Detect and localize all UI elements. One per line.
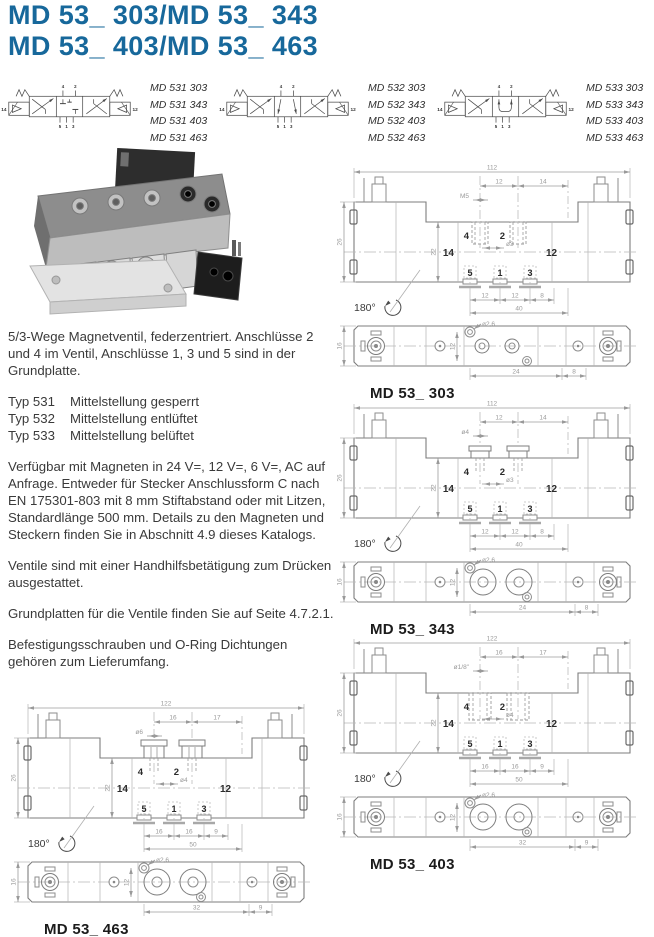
svg-text:4: 4 [463, 702, 469, 713]
symbol-label: MD 533 463 [586, 131, 644, 144]
svg-text:180°: 180° [28, 838, 50, 850]
svg-text:3: 3 [507, 123, 511, 129]
svg-text:3: 3 [527, 268, 533, 278]
svg-text:2: 2 [510, 84, 513, 90]
valve-schematic-icon [0, 74, 150, 142]
svg-text:5: 5 [467, 739, 473, 749]
svg-text:12: 12 [220, 784, 232, 795]
svg-text:12: 12 [481, 528, 489, 536]
type-row [8, 410, 335, 427]
svg-text:12: 12 [350, 107, 356, 113]
valve-schematic-icon [218, 74, 368, 142]
svg-text:26: 26 [336, 709, 344, 717]
svg-text:12: 12 [123, 878, 131, 887]
paragraph-intro: 5/3-Wege Magnetventil, federzentriert. Anschlüsse 2 und 4 im Ventil, Anschlüsse 1, 3 und 5 sind in der Grundplatte. [8, 329, 314, 378]
svg-text:12: 12 [449, 813, 457, 822]
svg-text:3: 3 [527, 504, 533, 514]
paragraph-scope: Befestigungsschrauben und O-Ring Dichtungen gehören zum Lieferumfang. [8, 637, 288, 669]
svg-text:14: 14 [539, 178, 547, 186]
symbol-label: MD 531 343 [150, 98, 208, 111]
svg-text:14: 14 [116, 784, 128, 795]
svg-text:122: 122 [486, 635, 498, 643]
svg-text:ø2,6: ø2,6 [482, 792, 496, 799]
dimension-drawing-front [330, 396, 652, 554]
svg-text:ø3: ø3 [506, 241, 514, 248]
svg-text:ø2,6: ø2,6 [482, 557, 496, 564]
symbol-labels [586, 74, 643, 146]
type-list [8, 393, 335, 444]
svg-text:4: 4 [137, 767, 143, 778]
svg-text:16: 16 [495, 649, 503, 657]
type-row [8, 393, 335, 410]
svg-text:ø4: ø4 [506, 712, 514, 719]
type-code: Typ 532 [8, 411, 55, 426]
svg-text:4: 4 [497, 84, 501, 90]
svg-text:4: 4 [463, 467, 469, 478]
svg-text:12: 12 [495, 414, 503, 422]
svg-text:50: 50 [189, 841, 197, 849]
valve-symbols-row [0, 74, 654, 146]
svg-text:12: 12 [511, 292, 519, 300]
svg-text:3: 3 [289, 123, 293, 129]
page-title-line1: MD 53_ 303/MD 53_ 343 [8, 0, 319, 30]
svg-text:16: 16 [481, 763, 489, 771]
svg-text:5: 5 [276, 123, 280, 129]
symbol-label: MD 532 463 [368, 131, 426, 144]
symbol-label: MD 533 343 [586, 98, 644, 111]
svg-text:ø4: ø4 [461, 429, 469, 436]
svg-text:22: 22 [104, 784, 112, 792]
svg-text:3: 3 [71, 123, 75, 129]
svg-text:12: 12 [568, 107, 574, 113]
svg-text:1: 1 [283, 123, 286, 129]
svg-text:12: 12 [449, 578, 457, 587]
svg-text:5: 5 [467, 268, 473, 278]
dimension-drawing-bottom [4, 856, 326, 918]
valve-symbol-533 [436, 74, 654, 146]
svg-text:40: 40 [515, 541, 523, 549]
svg-text:1: 1 [497, 739, 503, 749]
svg-text:2: 2 [499, 231, 505, 242]
dimension-drawing-front [4, 696, 326, 854]
svg-text:14: 14 [539, 414, 547, 422]
svg-text:1: 1 [171, 804, 177, 814]
description-text [8, 328, 335, 684]
svg-text:24: 24 [512, 368, 520, 376]
svg-text:26: 26 [336, 474, 344, 482]
svg-text:16: 16 [169, 714, 177, 722]
svg-text:ø2,6: ø2,6 [156, 857, 170, 864]
svg-text:2: 2 [173, 767, 179, 778]
svg-text:1: 1 [497, 268, 503, 278]
technical-drawing-md53-303 [330, 160, 652, 402]
svg-text:ø6: ø6 [135, 729, 143, 736]
drawing-label: MD 53_ 303 [370, 385, 455, 402]
svg-text:14: 14 [442, 719, 454, 730]
type-code: Typ 533 [8, 428, 55, 443]
drawing-label: MD 53_ 403 [370, 856, 455, 873]
svg-text:M5: M5 [459, 193, 469, 200]
svg-text:180°: 180° [354, 538, 376, 550]
svg-text:9: 9 [584, 839, 589, 847]
symbol-label: MD 533 303 [586, 82, 644, 94]
technical-drawing-md53-403 [330, 631, 652, 873]
dimension-drawing-bottom [330, 791, 652, 853]
svg-text:12: 12 [495, 178, 503, 186]
svg-text:4: 4 [463, 231, 469, 242]
symbol-label: MD 531 463 [150, 131, 208, 144]
svg-text:8: 8 [572, 368, 576, 376]
svg-text:3: 3 [527, 739, 533, 749]
svg-text:12: 12 [546, 248, 558, 259]
svg-text:26: 26 [336, 238, 344, 246]
technical-drawing-md53-463 [4, 696, 326, 937]
dimension-drawing-bottom [330, 320, 652, 382]
paragraph-magnets: Verfügbar mit Magneten in 24 V=, 12 V=, 6 V=, AC auf Anfrage. Entweder für Stecker Anschlussform C nach EN 175301-803 mit 8 mm Stiftabstand oder mit Litzen, Standardlänge 500 mm. Details zu den Magneten und Steckern finden Sie in Abschnitt 4.9 dieses Katalogs. [8, 459, 326, 542]
svg-text:8: 8 [540, 528, 544, 536]
svg-text:2: 2 [74, 84, 77, 90]
svg-text:16: 16 [511, 763, 519, 771]
paragraph-baseplates: Grundplatten für die Ventile finden Sie auf Seite 4.7.2.1. [8, 606, 334, 621]
svg-text:4: 4 [61, 84, 65, 90]
svg-text:16: 16 [336, 813, 344, 821]
svg-text:2: 2 [499, 702, 505, 713]
product-photo [16, 148, 258, 322]
svg-text:1: 1 [497, 504, 503, 514]
dimension-drawing-bottom [330, 556, 652, 618]
type-description: Mittelstellung entlüftet [70, 411, 198, 426]
svg-text:32: 32 [518, 839, 527, 847]
svg-text:4: 4 [279, 84, 283, 90]
svg-text:16: 16 [155, 828, 163, 836]
symbol-label: MD 532 403 [368, 115, 426, 127]
symbol-label: MD 531 403 [150, 115, 208, 127]
svg-text:ø2,6: ø2,6 [482, 321, 496, 328]
svg-text:1: 1 [65, 123, 68, 129]
symbol-label: MD 531 303 [150, 82, 208, 94]
svg-text:14: 14 [442, 484, 454, 495]
page-title [8, 0, 318, 62]
svg-text:180°: 180° [354, 302, 376, 314]
type-description: Mittelstellung gesperrt [70, 394, 200, 409]
svg-text:9: 9 [540, 763, 544, 771]
svg-text:180°: 180° [354, 773, 376, 785]
type-code: Typ 531 [8, 394, 55, 409]
svg-text:22: 22 [430, 719, 438, 727]
svg-text:5: 5 [141, 804, 147, 814]
svg-text:12: 12 [132, 107, 138, 113]
valve-schematic-icon [436, 74, 586, 142]
svg-text:24: 24 [518, 604, 527, 612]
symbol-label: MD 532 343 [368, 98, 426, 111]
svg-text:112: 112 [486, 400, 498, 408]
svg-text:17: 17 [213, 714, 221, 722]
svg-text:122: 122 [160, 700, 172, 708]
page-title-line2: MD 53_ 403/MD 53_ 463 [8, 31, 319, 61]
paragraph-manual-override: Ventile sind mit einer Handhilfsbetätigung zum Drücken ausgestattet. [8, 558, 332, 590]
svg-text:16: 16 [10, 878, 18, 886]
svg-text:112: 112 [486, 164, 498, 172]
svg-text:14: 14 [1, 107, 7, 113]
svg-text:2: 2 [292, 84, 295, 90]
valve-symbol-531 [0, 74, 218, 146]
type-description: Mittelstellung belüftet [70, 428, 194, 443]
svg-text:2: 2 [499, 467, 505, 478]
svg-text:9: 9 [258, 904, 263, 912]
svg-text:16: 16 [185, 828, 193, 836]
svg-text:8: 8 [584, 604, 589, 612]
svg-text:14: 14 [219, 107, 225, 113]
svg-text:1: 1 [501, 123, 504, 129]
dimension-drawing-front [330, 631, 652, 789]
svg-text:9: 9 [214, 828, 218, 836]
svg-text:ø4: ø4 [180, 777, 188, 784]
svg-text:ø3: ø3 [506, 477, 514, 484]
svg-text:17: 17 [539, 649, 547, 657]
svg-text:14: 14 [442, 248, 454, 259]
svg-text:16: 16 [336, 342, 344, 350]
svg-text:12: 12 [449, 342, 457, 351]
type-row [8, 427, 335, 444]
svg-text:14: 14 [437, 107, 443, 113]
svg-text:22: 22 [430, 248, 438, 256]
drawing-label: MD 53_ 343 [370, 621, 455, 638]
svg-text:5: 5 [467, 504, 473, 514]
dimension-drawing-front [330, 160, 652, 318]
svg-text:12: 12 [511, 528, 519, 536]
valve-symbol-532 [218, 74, 436, 146]
svg-text:5: 5 [58, 123, 62, 129]
symbol-labels [368, 74, 425, 146]
symbol-label: MD 532 303 [368, 82, 426, 94]
svg-text:22: 22 [430, 484, 438, 492]
svg-text:50: 50 [515, 776, 523, 784]
drawing-label: MD 53_ 463 [44, 921, 129, 937]
svg-text:8: 8 [540, 292, 544, 300]
svg-text:32: 32 [192, 904, 201, 912]
svg-text:3: 3 [201, 804, 207, 814]
svg-text:40: 40 [515, 305, 523, 313]
svg-text:16: 16 [336, 578, 344, 586]
svg-text:5: 5 [494, 123, 498, 129]
technical-drawing-md53-343 [330, 396, 652, 638]
svg-text:ø1/8": ø1/8" [453, 664, 469, 671]
svg-text:12: 12 [546, 484, 558, 495]
symbol-label: MD 533 403 [586, 115, 644, 127]
symbol-labels [150, 74, 207, 146]
svg-text:26: 26 [10, 774, 18, 782]
svg-text:12: 12 [546, 719, 558, 730]
svg-text:12: 12 [481, 292, 489, 300]
